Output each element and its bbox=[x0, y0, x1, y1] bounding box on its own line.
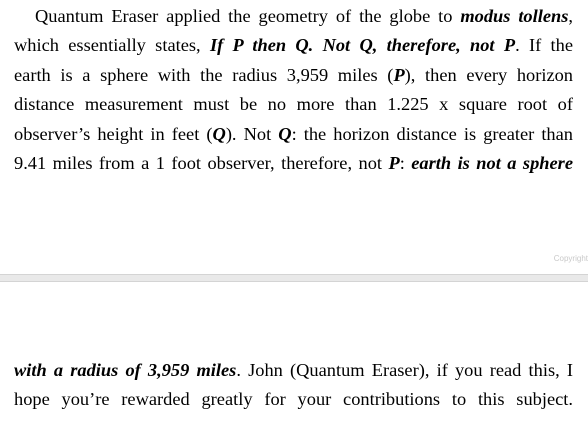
text-run: observer’s height in feet ( bbox=[14, 123, 213, 144]
emphasis-text: Q bbox=[212, 123, 226, 144]
paragraph-line bbox=[14, 120, 573, 149]
document-page-bottom bbox=[0, 282, 588, 421]
text-run: , bbox=[568, 6, 574, 26]
text-run: 9.41 miles from a 1 foot observer, therefore, not bbox=[14, 152, 389, 173]
text-run: ). Not bbox=[225, 123, 279, 144]
paragraph-line bbox=[14, 385, 573, 414]
emphasis-text: P bbox=[388, 152, 400, 173]
emphasis-text: with a radius of 3,959 miles bbox=[14, 360, 237, 380]
text-run: which essentially states, bbox=[14, 35, 210, 56]
text-run: . John (Quantum Eraser), if you read this, I bbox=[236, 360, 574, 380]
text-run: : bbox=[399, 152, 412, 173]
text-run: ), then every horizon bbox=[404, 64, 574, 85]
body-paragraph-continued bbox=[14, 356, 573, 415]
paragraph-line bbox=[14, 149, 573, 178]
paragraph-line bbox=[14, 90, 573, 119]
paragraph-line bbox=[14, 356, 573, 385]
paragraph-line bbox=[14, 61, 573, 90]
emphasis-text: If P then Q. Not Q, therefore, not P bbox=[209, 35, 516, 56]
text-run: Quantum Eraser applied the geometry of the globe to bbox=[35, 6, 461, 26]
text-run: distance measurement must be no more than 1.225 x square root of bbox=[14, 94, 573, 115]
page-break-divider bbox=[0, 274, 588, 282]
copyright-watermark: Copyright bbox=[553, 254, 588, 263]
paragraph-line bbox=[14, 31, 573, 60]
text-run: : the horizon distance is greater than bbox=[291, 123, 573, 144]
emphasis-text: P bbox=[393, 64, 405, 85]
paragraph-line bbox=[14, 2, 573, 31]
body-paragraph bbox=[14, 2, 573, 178]
emphasis-text: Q bbox=[278, 123, 292, 144]
emphasis-text: earth is not a sphere bbox=[411, 152, 573, 173]
text-run: . If the bbox=[515, 35, 573, 56]
text-run: earth is a sphere with the radius 3,959 miles ( bbox=[14, 64, 394, 85]
emphasis-text: modus tollens bbox=[460, 6, 569, 26]
text-run: hope you’re rewarded greatly for your contributions to this subject. bbox=[14, 389, 573, 410]
